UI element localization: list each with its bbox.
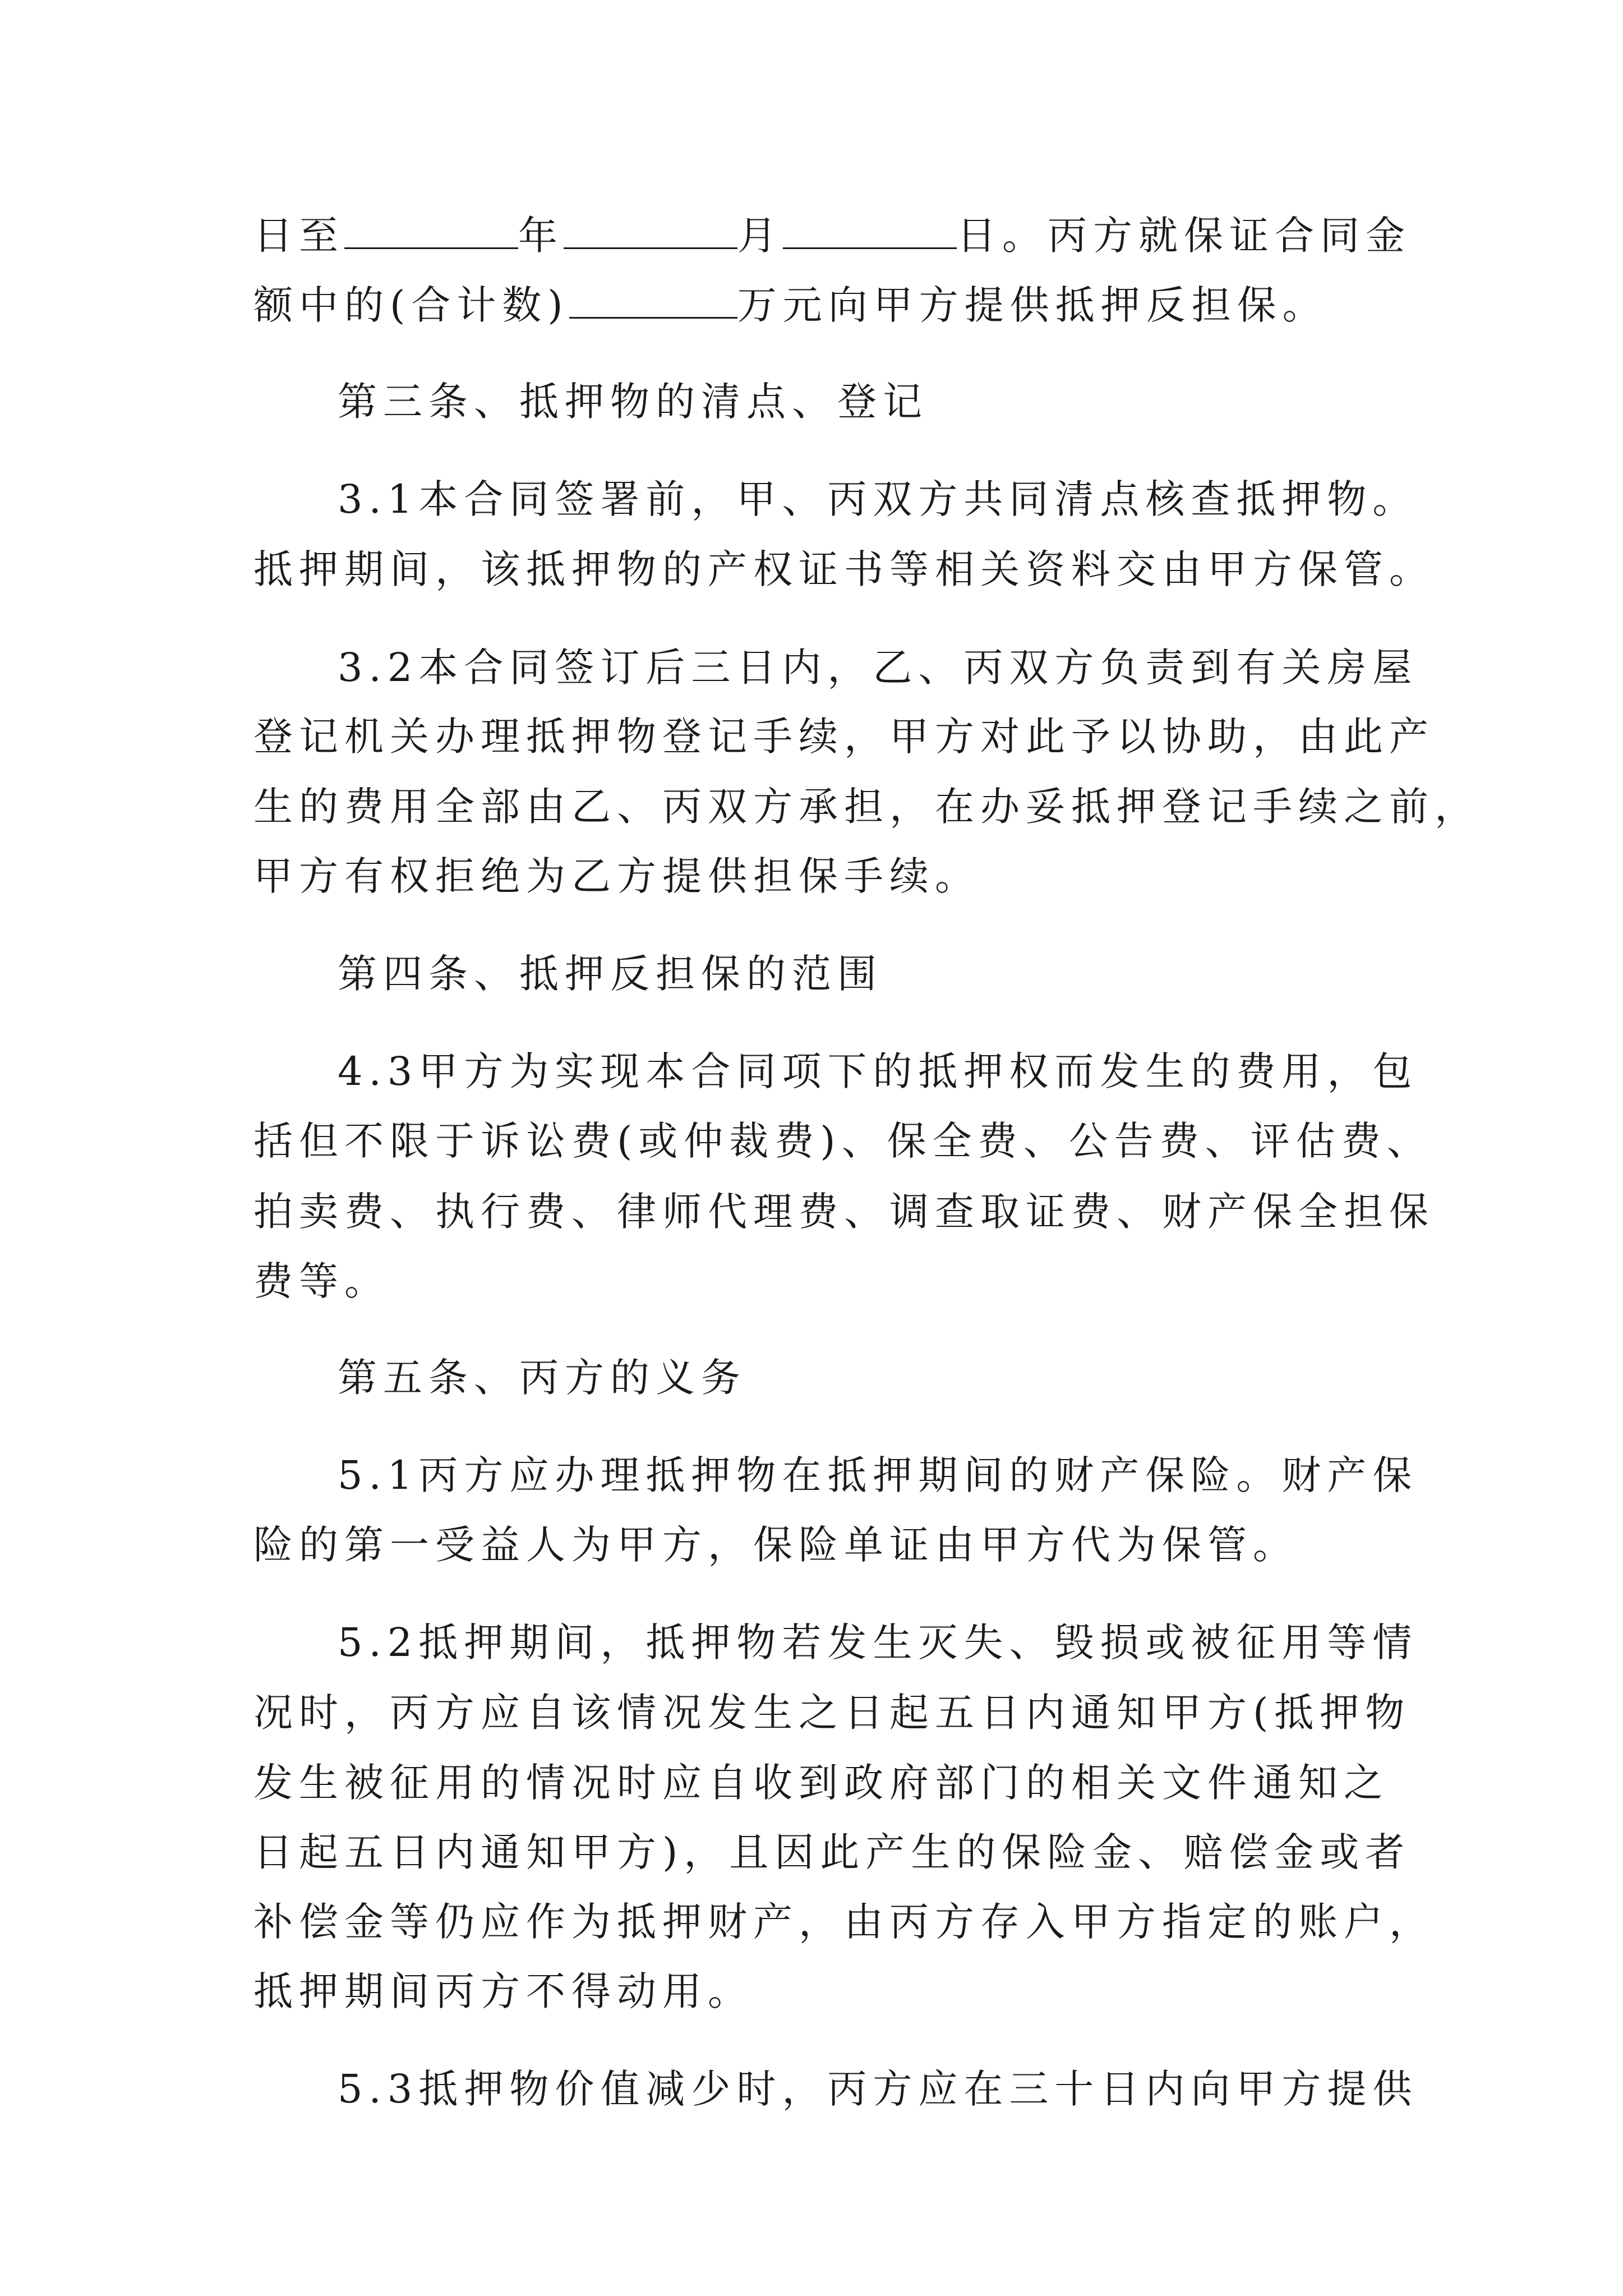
paragraph-line: 抵押期间，该抵押物的产权证书等相关资料交由甲方保管。 — [253, 546, 1435, 592]
paragraph-line: 5.3抵押物价值减少时，丙方应在三十日内向甲方提供 — [338, 2066, 1418, 2112]
paragraph-line: 括但不限于诉讼费(或仲裁费)、保全费、公告费、评估费、 — [253, 1118, 1432, 1164]
section-heading-article-5: 第五条、丙方的义务 — [338, 1355, 746, 1401]
text-fragment: 万元向甲方提供抵押反担保。 — [737, 282, 1328, 328]
paragraph-line: 费等。 — [253, 1258, 390, 1304]
text-fragment: 额中的(合计数) — [253, 282, 569, 328]
paragraph-line: 3.2本合同签订后三日内，乙、丙双方负责到有关房屋 — [338, 645, 1418, 691]
section-heading-article-4: 第四条、抵押反担保的范围 — [338, 951, 883, 997]
text-line-amount — [253, 272, 1386, 339]
paragraph-line: 5.1丙方应办理抵押物在抵押期间的财产保险。财产保 — [338, 1452, 1418, 1498]
paragraph-line: 5.2抵押期间，抵押物若发生灭失、毁损或被征用等情 — [338, 1619, 1418, 1665]
paragraph-line: 甲方有权拒绝为乙方提供担保手续。 — [253, 853, 980, 899]
text-line-date-range — [253, 202, 1411, 269]
paragraph-line: 发生被征用的情况时应自收到政府部门的相关文件通知之 — [253, 1760, 1389, 1806]
paragraph-line: 日起五日内通知甲方)，且因此产生的保险金、赔偿金或者 — [253, 1829, 1411, 1875]
paragraph-line: 登记机关办理抵押物登记手续，甲方对此予以协助，由此产 — [253, 714, 1435, 760]
fill-in-blank-day — [783, 208, 957, 249]
fill-in-blank-month — [564, 208, 737, 249]
text-fragment: 日。丙方就保证合同金 — [957, 213, 1411, 259]
paragraph-line: 险的第一受益人为甲方，保险单证由甲方代为保管。 — [253, 1522, 1298, 1568]
paragraph-line: 4.3甲方为实现本合同项下的抵押权而发生的费用，包 — [338, 1048, 1418, 1094]
text-fragment: 月 — [737, 213, 783, 259]
paragraph-line: 生的费用全部由乙、丙双方承担，在办妥抵押登记手续之前， — [253, 784, 1480, 830]
text-fragment: 日至 — [253, 213, 344, 259]
paragraph-line: 拍卖费、执行费、律师代理费、调查取证费、财产保全担保 — [253, 1189, 1435, 1235]
fill-in-blank-year — [344, 208, 518, 249]
paragraph-line: 3.1本合同签署前，甲、丙双方共同清点核查抵押物。 — [338, 476, 1418, 522]
paragraph-line: 况时，丙方应自该情况发生之日起五日内通知甲方(抵押物 — [253, 1690, 1411, 1736]
paragraph-line: 补偿金等仍应作为抵押财产，由丙方存入甲方指定的账户， — [253, 1899, 1435, 1945]
section-heading-article-3: 第三条、抵押物的清点、登记 — [338, 379, 928, 425]
text-fragment: 年 — [518, 213, 564, 259]
fill-in-blank-amount — [569, 278, 737, 319]
paragraph-line: 抵押期间丙方不得动用。 — [253, 1968, 753, 2014]
